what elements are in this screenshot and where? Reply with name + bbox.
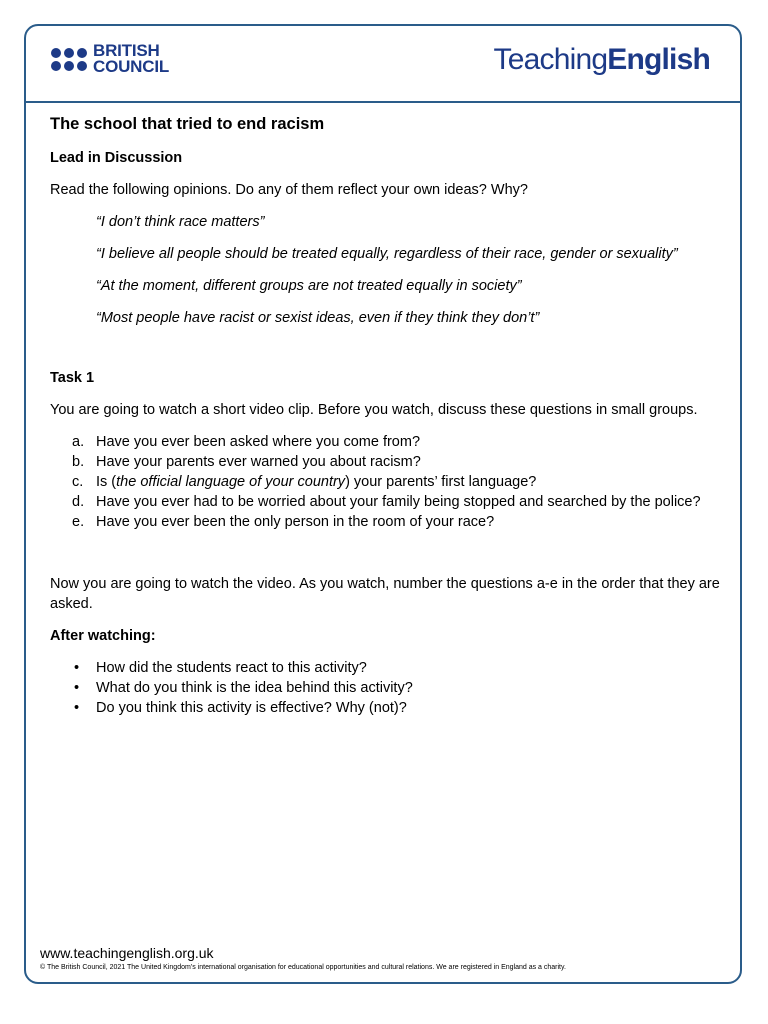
british-council-logo <box>51 43 169 75</box>
discussion-questions-list <box>50 432 730 532</box>
list-item: c. Is (the official language of your country) your parents’ first language? <box>72 474 537 490</box>
list-item: • Do you think this activity is effective? Why (not)? <box>74 700 407 716</box>
task1-instruction: You are going to watch a short video clip. Before you watch, discuss these questions in small groups. <box>50 402 698 418</box>
list-item: • What do you think is the idea behind this activity? <box>74 680 413 696</box>
opinion-quote-4: “Most people have racist or sexist ideas, even if they think they don’t” <box>96 310 540 326</box>
bullet-icon: • <box>74 700 80 716</box>
lead-in-heading: Lead in Discussion <box>50 150 183 166</box>
footer-copyright: © The British Council, 2021 The United Kingdom’s international organisation for educational opportunities and cultural relations. We are registered in England as a charity. <box>40 964 566 971</box>
header-divider <box>24 101 742 103</box>
list-item: d. Have you ever had to be worried about your family being stopped and searched by the police? <box>72 494 701 510</box>
after-watching-list <box>50 658 730 718</box>
opinion-quote-3: “At the moment, different groups are not treated equally in society” <box>96 278 522 294</box>
lead-in-instruction: Read the following opinions. Do any of them reflect your own ideas? Why? <box>50 182 528 198</box>
bullet-icon: • <box>74 680 80 696</box>
after-watching-heading: After watching: <box>50 628 156 644</box>
worksheet-content <box>50 114 730 718</box>
teaching-english-logo: TeachingEnglish <box>493 43 710 76</box>
opinion-quote-2: “I believe all people should be treated equally, regardless of their race, gender or sexuality” <box>96 246 678 262</box>
list-item: • How did the students react to this activity? <box>74 660 367 676</box>
opinion-quote-1: “I don’t think race matters” <box>96 214 265 230</box>
list-item: b. Have your parents ever warned you about racism? <box>72 454 421 470</box>
page-title: The school that tried to end racism <box>50 115 325 133</box>
watch-instruction: Now you are going to watch the video. As you watch, number the questions a-e in the order that they are asked. <box>50 576 720 612</box>
british-council-dots-icon <box>51 48 87 71</box>
footer-url[interactable]: www.teachingenglish.org.uk <box>40 945 214 961</box>
british-council-wordmark: BRITISH COUNCIL <box>93 41 170 76</box>
list-item: a. Have you ever been asked where you come from? <box>72 434 421 450</box>
list-item: e. Have you ever been the only person in the room of your race? <box>72 514 495 530</box>
task1-heading: Task 1 <box>50 370 95 386</box>
bullet-icon: • <box>74 660 80 676</box>
